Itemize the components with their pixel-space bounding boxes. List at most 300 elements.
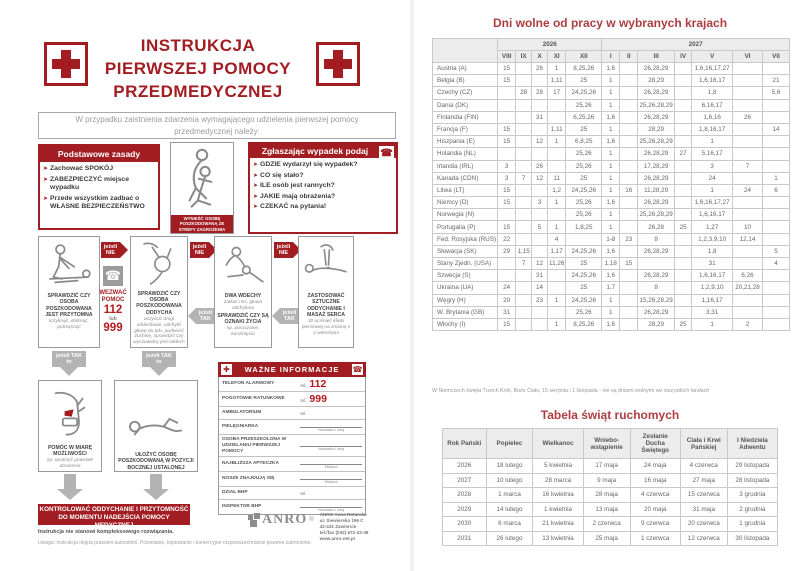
country-row: [433, 160, 790, 172]
first-aid-poster-page: [30, 8, 406, 564]
feast-date-cell: 20 czerwca: [680, 517, 727, 532]
important-info-row: [219, 487, 365, 500]
bullet-text: GDZIE wydarzył się wypadek?: [260, 161, 358, 168]
feast-date-cell: 3 grudnia: [727, 488, 777, 503]
country-name: Fed. Rosyjska (RUS): [433, 233, 498, 245]
basic-rules-title: Podstawowe zasady: [40, 146, 158, 162]
report-accident-box: [248, 142, 398, 234]
feast-date-cell: 15 czerwca: [680, 488, 727, 503]
feast-date-cell: 30 listopada: [727, 531, 777, 546]
holiday-days-cell: 1: [548, 63, 566, 75]
holiday-days-cell: [733, 99, 763, 111]
feast-date-cell: 31 maja: [680, 502, 727, 517]
feast-year-row: [443, 488, 778, 503]
month-header: XI: [548, 51, 566, 63]
feast-date-cell: 2026: [443, 459, 487, 474]
holiday-days-cell: 25: [566, 282, 602, 294]
country-name: Czechy (CZ): [433, 87, 498, 99]
country-row: [433, 75, 790, 87]
holiday-days-cell: [620, 123, 638, 135]
holiday-days-cell: [763, 221, 790, 233]
page-gutter: [409, 0, 415, 571]
month-header: VII: [763, 51, 790, 63]
feast-date-cell: 9 maja: [583, 473, 630, 488]
holiday-days-cell: 1,15: [516, 245, 532, 257]
holiday-days-cell: [516, 148, 532, 160]
holiday-days-cell: 6,26: [733, 270, 763, 282]
feast-date-cell: 2 czerwca: [583, 517, 630, 532]
step3-title-1: DWA WDECHY: [224, 293, 262, 299]
feast-date-cell: 1 grudnia: [727, 517, 777, 532]
holiday-days-cell: 2: [733, 318, 763, 330]
holiday-days-cell: [516, 233, 532, 245]
holiday-days-cell: 22: [498, 233, 516, 245]
holiday-days-cell: [733, 258, 763, 270]
holiday-days-cell: 1,6,16: [692, 111, 733, 123]
feast-date-cell: 14 lutego: [486, 502, 533, 517]
holiday-days-cell: [763, 197, 790, 209]
phone-icon: ☎: [380, 148, 393, 159]
holiday-days-cell: 6,25,26: [566, 111, 602, 123]
holiday-days-cell: [620, 148, 638, 160]
country-name: Słowacja (SK): [433, 245, 498, 257]
holiday-days-cell: [620, 282, 638, 294]
info-value: 999: [309, 393, 327, 405]
holiday-days-cell: 31: [498, 306, 516, 318]
holiday-days-cell: 1,11: [548, 75, 566, 87]
fill-in-line: [300, 502, 362, 512]
copyright-note: Uwaga! Instrukcja objęta prawami autorskimi. Powielanie, kopiowanie i komercyjne rozpowszechnianie prawnie zabronione.: [38, 540, 312, 546]
info-value-area: [300, 491, 362, 496]
holiday-days-cell: 31: [532, 270, 548, 282]
feast-date-cell: 2029: [443, 502, 487, 517]
holiday-days-cell: 1: [548, 294, 566, 306]
holiday-days-cell: [516, 111, 532, 123]
holiday-days-cell: 20: [498, 294, 516, 306]
holiday-days-cell: 25,26,28,29: [638, 99, 675, 111]
holiday-days-cell: 7: [733, 160, 763, 172]
if-no-arrow: [190, 242, 217, 258]
poster-title: [88, 34, 308, 103]
holiday-days-cell: [620, 136, 638, 148]
info-value-area: [300, 441, 362, 451]
feast-date-cell: 24 maja: [630, 459, 680, 474]
rescue-breaths-illustration: [218, 240, 268, 290]
help-title: POMÓC W MIARĘ MOŻLIWOŚCI: [47, 444, 93, 458]
holiday-days-cell: [532, 75, 548, 87]
holiday-days-cell: 24: [733, 184, 763, 196]
holiday-days-cell: [532, 245, 548, 257]
brand-block: [248, 512, 368, 542]
holiday-days-cell: [733, 87, 763, 99]
country-name: Stany Zjedn. (USA): [433, 258, 498, 270]
report-list: [250, 158, 396, 212]
country-row: [433, 221, 790, 233]
holiday-days-cell: [548, 282, 566, 294]
holiday-days-cell: [532, 209, 548, 221]
holiday-days-cell: [548, 306, 566, 318]
address-line: tel./fax (032) 672-42-48: [319, 530, 369, 535]
bullet-text: ILE osób jest rannych?: [260, 182, 335, 189]
holiday-days-cell: 25,26: [566, 99, 602, 111]
holiday-days-cell: 3: [498, 160, 516, 172]
holiday-days-cell: [516, 209, 532, 221]
feast-date-cell: 21 kwietnia: [533, 517, 583, 532]
holiday-days-cell: [516, 221, 532, 233]
feast-date-cell: 28 listopada: [727, 473, 777, 488]
holiday-days-cell: [516, 184, 532, 196]
down-arrow: [57, 474, 83, 500]
holiday-days-cell: 17: [548, 87, 566, 99]
country-row: [433, 136, 790, 148]
month-header: XII: [566, 51, 602, 63]
holiday-days-cell: 25,26: [566, 160, 602, 172]
bullet-arrow-icon: ➤: [43, 166, 49, 172]
feast-date-cell: 2027: [443, 473, 487, 488]
bullet-item: [253, 182, 394, 191]
bullet-arrow-icon: ➤: [253, 183, 259, 189]
holiday-days-cell: [620, 87, 638, 99]
holiday-days-cell: 24,25,26: [566, 245, 602, 257]
country-name: Szwecja (S): [433, 270, 498, 282]
country-name: Norwegia (N): [433, 209, 498, 221]
holiday-days-cell: 5: [532, 221, 548, 233]
feast-year-row: [443, 517, 778, 532]
info-label: INSPEKTOR BHP: [222, 504, 262, 510]
info-value-area: [300, 411, 362, 416]
disclaimer-note: Instrukcja nie stanowi kompleksowego rozwiązania.: [38, 529, 174, 535]
country-name: Portugalia (P): [433, 221, 498, 233]
feast-column-header: Wniebo-wstąpienie: [583, 429, 630, 459]
country-name: Włochy (I): [433, 318, 498, 330]
holiday-days-cell: [516, 160, 532, 172]
holiday-days-cell: 31: [692, 258, 733, 270]
holiday-days-cell: [675, 245, 692, 257]
holiday-days-cell: 1,18: [602, 258, 620, 270]
holiday-days-cell: [516, 282, 532, 294]
step2-title: SPRAWDZIĆ CZY OSOBA POSZKODOWANA ODDYCHA: [136, 290, 182, 316]
tel-prefix: tel.: [300, 490, 307, 496]
holiday-days-cell: 8,25,26: [566, 318, 602, 330]
info-value: 112: [309, 378, 327, 390]
holiday-days-cell: 26,28,29: [638, 87, 675, 99]
holiday-days-cell: 5,6: [763, 87, 790, 99]
bullet-item: [43, 165, 156, 174]
holiday-days-cell: [516, 99, 532, 111]
holiday-days-cell: 7: [516, 172, 532, 184]
feast-column-header: Popielec: [486, 429, 533, 459]
holiday-days-cell: 17,28,29: [638, 160, 675, 172]
bullet-arrow-icon: ➤: [43, 195, 49, 202]
title-line-3: PRZEDMEDYCZNEJ: [113, 82, 283, 101]
holiday-days-cell: [763, 209, 790, 221]
holiday-days-cell: [675, 172, 692, 184]
feast-date-cell: 2030: [443, 517, 487, 532]
holiday-days-cell: [733, 294, 763, 306]
feast-date-cell: 28 maja: [583, 488, 630, 503]
step-two-breaths: [214, 236, 272, 348]
holiday-days-cell: 20,21,28: [733, 282, 763, 294]
month-header: VI: [733, 51, 763, 63]
holiday-days-cell: 8: [638, 282, 675, 294]
step-check-conscious: [38, 236, 100, 348]
red-cross-icon: [44, 42, 88, 86]
holiday-days-cell: [763, 148, 790, 160]
holiday-days-cell: [675, 282, 692, 294]
holiday-days-cell: [516, 75, 532, 87]
country-row: [433, 318, 790, 330]
fill-in-line: [300, 474, 362, 484]
info-label: TELEFON ALARMOWY: [222, 381, 275, 387]
holiday-days-cell: [566, 233, 602, 245]
holiday-days-cell: 1: [602, 75, 620, 87]
holiday-days-cell: [620, 75, 638, 87]
holiday-days-cell: [675, 209, 692, 221]
info-value-area: [300, 379, 362, 389]
holiday-days-cell: [620, 318, 638, 330]
important-info-row: [219, 377, 365, 392]
holiday-days-cell: 26,28,29: [638, 306, 675, 318]
holiday-days-cell: 3,31: [692, 306, 733, 318]
feast-column-header: I Niedziela Adwentu: [727, 429, 777, 459]
holiday-days-cell: [498, 111, 516, 123]
info-label: OSOBA PRZESZKOLONA W UDZIELANIU PIERWSZEJ POMOCY: [222, 437, 287, 454]
feast-date-cell: 1 marca: [486, 488, 533, 503]
bullet-text: Przede wszystkim zadbać o WŁASNE BEZPIECZEŃSTWO: [50, 194, 145, 210]
holiday-days-cell: [548, 270, 566, 282]
holiday-days-cell: 26,28: [638, 221, 675, 233]
holiday-days-cell: [763, 294, 790, 306]
holiday-days-cell: 12: [532, 172, 548, 184]
holiday-days-cell: [675, 184, 692, 196]
holiday-days-cell: 26,28,29: [638, 245, 675, 257]
feast-date-cell: 28 marca: [533, 473, 583, 488]
month-header: VIII: [498, 51, 516, 63]
country-row: [433, 63, 790, 75]
holiday-days-cell: [675, 123, 692, 135]
holiday-days-cell: [675, 270, 692, 282]
holiday-days-cell: 25: [566, 258, 602, 270]
holiday-days-cell: 11,26: [548, 258, 566, 270]
holiday-days-cell: [516, 136, 532, 148]
holiday-days-cell: 1,7: [602, 282, 620, 294]
holiday-days-cell: [620, 306, 638, 318]
feast-year-row: [443, 473, 778, 488]
holiday-days-cell: 12: [532, 258, 548, 270]
holiday-days-cell: 1: [602, 209, 620, 221]
step3-note-1: zatkać nos, głowa odchylona: [223, 300, 263, 312]
bullet-text: JAKIE mają obrażenia?: [260, 192, 336, 200]
holiday-days-cell: 26: [532, 160, 548, 172]
holiday-days-cell: [763, 99, 790, 111]
basic-rules-box: [38, 144, 160, 230]
feast-date-cell: 17 maja: [583, 459, 630, 474]
if-no-label: jeżeli NIE: [101, 242, 120, 258]
holiday-days-cell: [620, 172, 638, 184]
holiday-days-cell: [532, 184, 548, 196]
tel-prefix: tel.: [300, 383, 307, 388]
month-header: V: [692, 51, 733, 63]
holiday-days-cell: [516, 306, 532, 318]
holiday-days-cell: 1: [548, 221, 566, 233]
feast-date-cell: 26 lutego: [486, 531, 533, 546]
holiday-days-cell: 1,11: [548, 123, 566, 135]
country-row: [433, 197, 790, 209]
holiday-days-cell: 28: [532, 87, 548, 99]
holiday-days-cell: [763, 160, 790, 172]
holiday-days-cell: 1,17: [548, 245, 566, 257]
holiday-days-cell: 1,6,16,17: [692, 270, 733, 282]
holiday-days-cell: 1,16,17: [692, 294, 733, 306]
holiday-days-cell: [733, 63, 763, 75]
holiday-days-cell: 26: [733, 111, 763, 123]
table-footnote: W Niemczech święta Trzech Króli, Boże Ciało, 15 sierpnia i 1 listopada - nie są dniami wolnymi we wszystkich landach: [432, 388, 710, 394]
feast-date-cell: 5 kwietnia: [533, 459, 583, 474]
holiday-days-cell: 4: [548, 233, 566, 245]
holiday-days-cell: 15: [498, 123, 516, 135]
if-yes-arrow-left: [188, 308, 215, 324]
country-name: Irlandia (IRL): [433, 160, 498, 172]
title-line-1: INSTRUKCJA: [140, 36, 256, 55]
holiday-days-cell: [498, 209, 516, 221]
evacuate-caption: WYNIEŚĆ OSOBĘ POSZKODOWANĄ ZE STREFY ZAGROŻENIA: [171, 215, 233, 234]
holiday-days-cell: 26,28,29: [638, 270, 675, 282]
holiday-days-cell: 25,26: [566, 306, 602, 318]
movable-feasts-table: [442, 428, 778, 546]
holiday-days-cell: 1: [548, 136, 566, 148]
if-yes-label: jeżeli TAK: [146, 353, 172, 359]
brand-address: [320, 512, 369, 542]
info-label: NAJBLIŻSZA APTECZKA: [222, 461, 279, 467]
holiday-days-cell: 1: [602, 87, 620, 99]
holiday-days-cell: 26: [532, 63, 548, 75]
country-row: [433, 123, 790, 135]
evacuate-box: [170, 142, 234, 234]
important-info-row: [219, 457, 365, 472]
info-label: AMBULATORIUM: [222, 410, 262, 416]
holiday-days-cell: 24: [692, 172, 733, 184]
call-help-label: WEZWAĆ POMOC: [99, 290, 127, 303]
bullet-arrow-icon: ➤: [253, 193, 259, 200]
fill-in-hint: Miejsce: [324, 480, 338, 485]
phone-icon: ☎: [103, 266, 123, 286]
info-label: NOSZE ZNAJDUJĄ SIĘ: [222, 476, 275, 482]
country-row: [433, 258, 790, 270]
holiday-days-cell: [548, 209, 566, 221]
holiday-days-cell: 26,28,29: [638, 63, 675, 75]
holiday-days-cell: [675, 111, 692, 123]
country-row: [433, 209, 790, 221]
bullet-text: ZABEZPIECZYĆ miejsce wypadku: [50, 175, 129, 191]
down-arrow: [143, 474, 169, 500]
holiday-days-cell: 5: [763, 245, 790, 257]
important-info-row: [219, 435, 365, 457]
holiday-days-cell: [498, 258, 516, 270]
holiday-days-cell: [733, 148, 763, 160]
holiday-days-cell: 25,26: [566, 209, 602, 221]
year-2027-header: 2027: [602, 39, 790, 51]
public-holidays-table: [432, 38, 790, 331]
country-row: [433, 245, 790, 257]
holiday-days-cell: [620, 209, 638, 221]
important-info-panel: [218, 362, 366, 515]
first-aid-cross-icon: ✚: [221, 364, 232, 375]
step1-note: krzyknąć, dotknąć, potrząsnąć: [49, 319, 89, 330]
holiday-days-cell: [675, 87, 692, 99]
chest-compressions-illustration: [301, 240, 351, 290]
feast-date-cell: 9 czerwca: [630, 517, 680, 532]
holiday-days-cell: 16: [620, 184, 638, 196]
holiday-days-cell: [548, 99, 566, 111]
step3-note-2: np. poruszanie, kaszlnięcia: [226, 326, 260, 338]
holiday-days-cell: 1,8,25: [566, 221, 602, 233]
holiday-days-cell: 1: [602, 172, 620, 184]
bullet-item: [43, 176, 156, 193]
month-header: IV: [675, 51, 692, 63]
country-name: Węgry (H): [433, 294, 498, 306]
holiday-days-cell: 15: [498, 136, 516, 148]
holiday-days-cell: 25: [675, 221, 692, 233]
feast-date-cell: 20 maja: [630, 502, 680, 517]
call-or-label: lub: [109, 316, 117, 322]
feast-column-header: Zesłanie Ducha Świętego: [630, 429, 680, 459]
address-line: ANRO Anna Rotarska: [319, 512, 367, 517]
holiday-days-cell: 26,28,29: [638, 197, 675, 209]
fill-in-hint: Nazwisko i imię: [318, 428, 345, 432]
info-label: POGOTOWIE RATUNKOWE: [222, 396, 285, 402]
country-name: Hiszpania (E): [433, 136, 498, 148]
step4-note: 30 uciśnięć klatki piersiowej na zmianę z 2 wdechami: [301, 319, 351, 336]
tel-prefix: tel.: [300, 410, 307, 416]
registered-mark: ®: [309, 517, 314, 523]
fill-in-hint: Nazwisko i imię: [318, 446, 345, 451]
holiday-days-cell: 24,25,26: [566, 270, 602, 282]
feast-date-cell: 29 listopada: [727, 459, 777, 474]
holiday-days-cell: [498, 99, 516, 111]
bullet-item: [253, 203, 394, 212]
info-value-area: [300, 459, 362, 469]
bandaging-illustration: [43, 385, 97, 441]
holiday-days-cell: [675, 258, 692, 270]
bullet-item: [253, 161, 394, 170]
holiday-days-cell: [675, 197, 692, 209]
holiday-days-cell: 25: [566, 172, 602, 184]
feast-year-row: [443, 502, 778, 517]
bullet-text: Zachować SPOKÓJ: [50, 165, 114, 172]
country-row: [433, 282, 790, 294]
if-yes-label: jeżeli TAK: [196, 308, 215, 324]
important-info-title: WAŻNE INFORMACJE: [244, 365, 340, 374]
holiday-days-cell: 1,27: [692, 221, 733, 233]
holiday-days-cell: 28,29: [638, 123, 675, 135]
feast-column-header: Rok Pański: [443, 429, 487, 459]
holiday-days-cell: 11: [548, 172, 566, 184]
monitor-banner: KONTROLOWAĆ ODDYCHANIE I PRZYTOMNOŚĆ DO MOMENTU NADEJŚCIA POMOCY MEDYCZNEJ: [39, 506, 189, 529]
feast-date-cell: 4 czerwca: [680, 459, 727, 474]
holiday-days-cell: 15: [498, 197, 516, 209]
holiday-days-cell: 29: [498, 245, 516, 257]
feasts-header-row: [443, 429, 778, 459]
holiday-days-cell: 28,29: [638, 318, 675, 330]
country-name: Francja (F): [433, 123, 498, 135]
holiday-days-cell: [763, 270, 790, 282]
important-info-header: [218, 362, 366, 377]
holiday-days-cell: 1: [602, 306, 620, 318]
holiday-days-cell: [548, 160, 566, 172]
country-row: [433, 306, 790, 318]
holiday-days-cell: 15,26,28,29: [638, 294, 675, 306]
country-name: Holandia (NL): [433, 148, 498, 160]
